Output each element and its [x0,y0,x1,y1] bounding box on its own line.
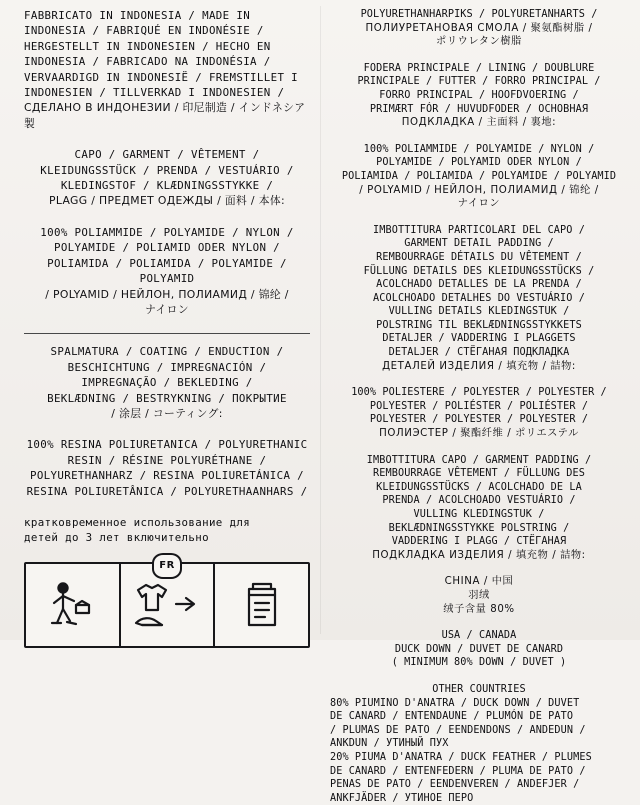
coating-heading-block [24,344,310,421]
text-line: CAPO / GARMENT / VÊTEMENT / [74,148,260,162]
text-line: 100% POLIAMMIDE / POLYAMIDE / NYLON / [40,225,294,239]
care-cell-bin [215,564,308,646]
text-line: PRIMÆRT FÓR / HUVUDFODER / ОСНОВНАЯ [369,103,589,115]
text-line: USA / CANADA [441,630,517,642]
column-divider [320,6,321,634]
text-line: GARMENT DETAIL PADDING / [404,238,554,250]
text-line: POLYESTER / POLYESTER / POLYESTER / [369,414,589,426]
text-line: POLYAMIDE / POLIAMID ODER NYLON / [53,241,281,255]
text-line: BESCHICHTUNG / IMPREGNACIÓN / [67,360,267,374]
text-line: INDONESIA / FABRIQUÉ EN INDONÉSIE / [24,24,264,38]
fr-badge: FR [152,553,182,579]
text-line: ナイロン [457,198,501,210]
text-line: IMBOTTITURA CAPO / GARMENT PADDING / [366,454,592,466]
garment-heading-block [24,147,310,209]
text-line: PRINCIPALE / FUTTER / FORRO PRINCIPAL / [357,76,601,88]
text-line: SPALMATURA / COATING / ENDUCTION / [50,345,284,359]
garment-padding-heading-block [330,454,628,563]
text-line: HERGESTELLT IN INDONESIEN / HECHO EN [24,39,271,53]
text-line: IMBOTTITURA PARTICOLARI DEL CAPO / [373,224,585,236]
text-line: СДЕЛАНО В ИНДОНЕЗИИ / 印尼制造 / インドネシア製 [24,101,306,130]
text-line: FODERA PRINCIPALE / LINING / DOUBLURE [363,62,595,74]
text-line: ( MINIMUM 80% DOWN / DUVET ) [391,657,567,669]
text-line: POLYURETHANHARPIKS / POLYURETANHARTS / [360,9,598,20]
age-warning-block [24,515,310,546]
lining-heading-block [330,62,628,130]
text-line: кратковременное использование для [24,515,251,529]
text-line: PENAS DE PATO / EENDENVEREN / ANDEFJER / [330,779,580,791]
text-line: ポリウレタン樹脂 [436,36,522,48]
text-line: POLIAMIDA / POLIAMIDA / POLYAMIDE / POLYAMID [47,256,294,286]
down-other-countries-block [330,683,628,805]
text-line: PLAGG / ПРЕДМЕТ ОДЕЖДЫ / 面料 / 本体: [49,194,285,208]
text-line: / POLYAMID / НЕЙЛОН, ПОЛИАМИД / 锦纶 / [359,184,599,196]
text-line: DUCK DOWN / DUVET DE CANARD [394,643,564,655]
text-line: VADDERING I PLAGG / СТЁГАНАЯ [391,536,567,548]
recycling-bin-icon [241,579,283,631]
text-line: ПОДКЛАДКА ИЗДЕЛИЯ / 填充物 / 詰物: [372,549,586,561]
text-line: IMPREGNAÇÃO / BEKLEDING / [81,376,253,390]
text-line: ДЕТАЛЕЙ ИЗДЕЛИЯ / 填充物 / 詰物: [382,360,576,372]
text-line: KLEIDUNGSSTÜCK / PRENDA / VESTUÁRIO / [40,163,294,177]
right-column [320,8,634,804]
text-line: OTHER COUNTRIES [432,683,526,695]
section-divider-rule [24,333,310,334]
text-line: KLEDINGSTOF / KLÆDNINGSSTYKKE / [60,179,274,193]
text-line: 绒子含量 80% [443,603,515,615]
text-line: INDONESIEN / TILLVERKAD I INDONESIEN / [24,86,285,100]
text-line: ПОДКЛАДКА / 主面料 / 裏地: [401,117,557,129]
text-line: / PLUMAS DE PATO / EENDENDONS / ANDEDUN / [330,724,586,736]
text-line: DETALJER / СТЁГАНАЯ ПОДКЛАДКА [388,347,570,359]
text-line: VULLING KLEDINGSTUK / [413,509,545,520]
text-line: 100% RESINA POLIURETANICA / POLYURETHANIC [26,438,308,452]
left-column [6,8,320,634]
garment-composition-block [24,225,310,317]
text-line: POLYAMIDE / POLYAMID ODER NYLON / [376,157,582,169]
text-line: / 涂层 / コーティング: [111,406,223,420]
text-line: DE CANARD / ENTENFEDERN / PLUMA DE PATO / [330,765,586,777]
text-line: POLYURETHANHARZ / RESINA POLIURETÁNICA / [29,469,304,483]
text-line: REMBOURRAGE VÊTEMENT / FÜLLUNG DES [373,468,585,480]
down-origin-china-block [330,575,628,616]
text-line: ПОЛИЭСТЕР / 聚酯纤维 / ポリエステル [379,428,579,440]
text-line: FORRO PRINCIPAL / HOOFDVOERING / [379,89,579,101]
text-line: POLSTRING TIL BEKLÆDNINGSSTYKKETS [376,319,582,331]
made-in-block [24,8,310,131]
text-line: DE CANARD / ENTENDAUNE / PLUMÓN DE PATO [330,711,574,723]
text-line: 羽绒 [468,589,490,601]
detail-padding-composition-block [330,386,628,440]
coating-composition-block [24,437,310,499]
care-cell-wet-clean [26,564,119,646]
text-line: ACOLCHADO DETALLES DE LA PRENDA / [376,279,582,291]
text-line: 20% PIUMA D'ANATRA / DUCK FEATHER / PLUMES [330,751,592,763]
text-line: CHINA / 中国 [444,576,514,588]
text-line: ナイロン [145,302,189,316]
text-line: VERVAARDIGD IN INDONESIË / FREMSTILLET I [24,70,299,84]
text-line: BEKLÆDNING / BESTRYKNING / ПОКРЫТИЕ [47,391,287,405]
text-line: 80% PIUMINO D'ANATRA / DUCK DOWN / DUVET [330,697,580,709]
coating-composition-continued-block [330,8,628,49]
text-line: PRENDA / ACOLCHOADO VESTUÁRIO / [382,495,576,507]
text-line: KLEIDUNGSSTÜCKS / ACOLCHADO DE LA [376,481,582,493]
text-line: ANKFJÄDER / УТИНОЕ ПЕРО [330,792,474,804]
care-symbol-panel [24,562,310,648]
text-line: RESIN / RÉSINE POLYURÉTHANE / [67,453,267,467]
text-line: 100% POLIESTERE / POLYESTER / POLYESTER / [351,387,607,399]
text-line: POLIAMIDA / POLIAMIDA / POLYAMIDE / POLYAMID [341,170,617,182]
text-line: INDONESIA / FABRICADO NA INDONÉSIA / [24,55,271,69]
text-line: FABBRICATO IN INDONESIA / MADE IN [24,9,251,22]
text-line: / POLYAMID / НЕЙЛОН, ПОЛИАМИД / 锦纶 / [45,287,289,301]
text-line: REMBOURRAGE DÉTAILS DU VÊTEMENT / [376,251,582,263]
lining-composition-block [330,143,628,211]
detail-padding-heading-block [330,224,628,374]
garment-separation-icon [132,578,202,632]
professional-wet-clean-icon [45,579,99,631]
down-usa-canada-block [330,629,628,670]
text-line: 100% POLIAMMIDE / POLYAMIDE / NYLON / [363,143,595,155]
text-line: DETALJER / VADDERING I PLAGGETS [382,333,576,345]
text-line: POLYESTER / POLIÉSTER / POLIÉSTER / [369,400,589,412]
text-line: ПОЛИУРЕТАНОВАЯ СМОЛА / 聚氨酯树脂 / [365,22,593,34]
text-line: ACOLCHOADO DETALHES DO VESTUÁRIO / [373,292,585,304]
text-line: FÜLLUNG DETAILS DES KLEIDUNGSSTÜCKS / [363,265,595,277]
text-line: RESINA POLIURETÂNICA / POLYURETHAANHARS / [26,484,308,498]
text-line: BEKLÆDNINGSSTYKKE POLSTRING / [388,522,570,534]
text-line: ANKDUN / УТИНЫЙ ПУХ [330,738,449,750]
text-line: VULLING DETAILS KLEDINGSTUK / [388,306,570,318]
text-line: детей до 3 лет включительно [24,531,209,545]
care-cell-separate-and-recycle [121,560,214,646]
